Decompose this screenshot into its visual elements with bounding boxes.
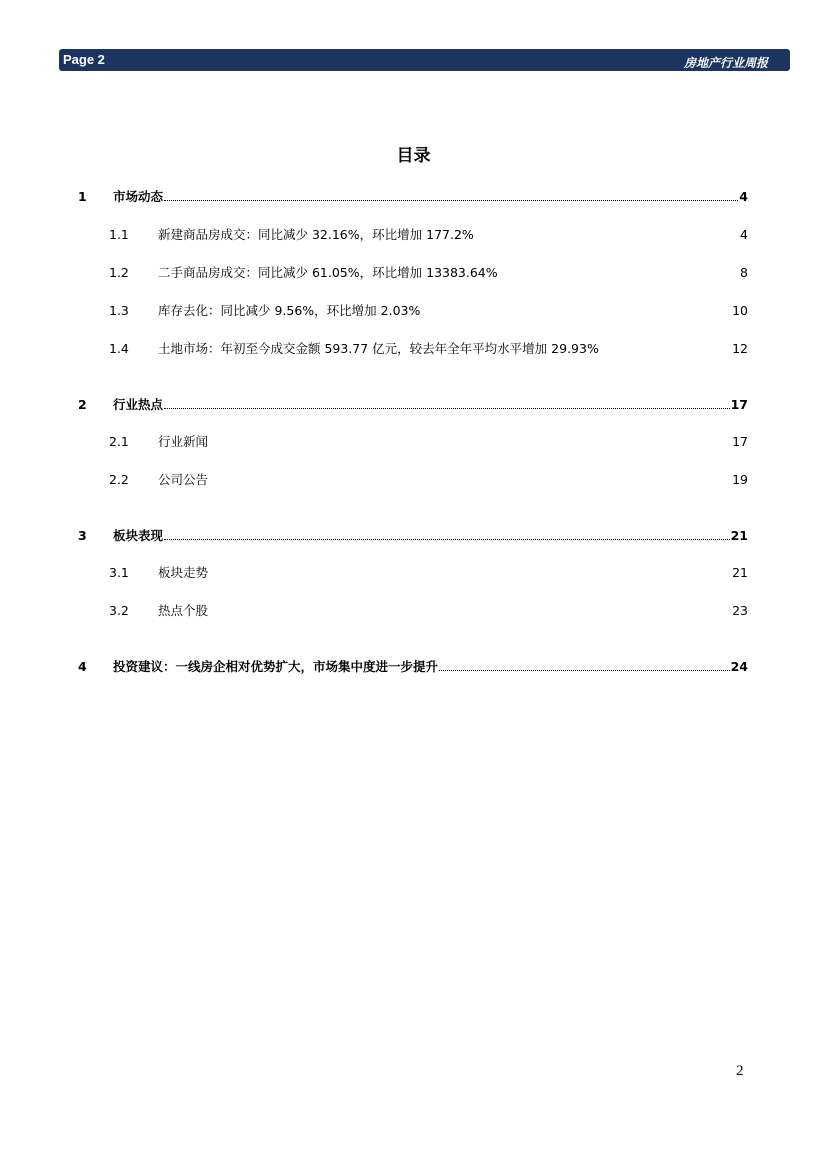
toc-entry-number: 2.1 [109,434,129,449]
header-report-name: 房地产行业周报 [683,56,768,70]
toc-entry-2-2[interactable] [78,471,748,489]
header-page-label: Page 2 [63,52,105,67]
toc-entry-label: 公司公告 [158,472,209,487]
toc-entry-page: 17 [732,434,748,449]
toc-entry-2-1[interactable] [78,433,748,451]
footer-page-number: 2 [736,1063,744,1079]
toc-dot-leader [164,199,738,201]
toc-entry-page: 4 [740,227,748,242]
toc-entry-label: 土地市场：年初至今成交金额 593.77 亿元，较去年全年平均水平增加 29.93% [158,341,599,356]
toc-entry-label: 热点个股 [158,603,209,618]
toc-dot-leader [164,538,730,540]
toc-entry-label: 板块走势 [158,565,209,580]
toc-entry-number: 3 [78,528,87,543]
toc-entry-label: 库存去化：同比减少 9.56%，环比增加 2.03% [158,303,421,318]
toc-entry-number: 3.2 [109,603,129,618]
toc-entry-3[interactable] [78,527,748,545]
toc-entry-label: 市场动态 [113,189,164,204]
toc-entry-page: 21 [730,528,748,543]
toc-entry-label: 新建商品房成交：同比减少 32.16%，环比增加 177.2% [158,227,474,242]
toc-entry-1-3[interactable] [78,302,748,320]
toc-entry-1[interactable] [78,188,748,206]
toc-dot-leader [439,669,730,671]
toc-dot-leader [164,407,730,409]
toc-entry-page: 19 [732,472,748,487]
toc-entry-page: 23 [732,603,748,618]
toc-entry-number: 1.3 [109,303,129,318]
toc-entry-4[interactable] [78,658,748,676]
toc-entry-number: 3.1 [109,565,129,580]
toc-title: 目录 [396,146,431,166]
toc-entry-number: 2 [78,397,87,412]
toc-entry-1-1[interactable] [78,226,748,244]
toc-entry-number: 1.2 [109,265,129,280]
toc-entry-label: 二手商品房成交：同比减少 61.05%，环比增加 13383.64% [158,265,498,280]
toc-entry-3-1[interactable] [78,564,748,582]
page-header-bar [59,49,790,71]
toc-entry-page: 17 [730,397,748,412]
toc-entry-label: 行业新闻 [158,434,209,449]
toc-entry-2[interactable] [78,396,748,414]
toc-entry-page: 21 [732,565,748,580]
toc-entry-label: 行业热点 [113,397,164,412]
toc-entry-number: 1.4 [109,341,129,356]
toc-entry-label: 投资建议：一线房企相对优势扩大，市场集中度进一步提升 [113,659,439,674]
toc-entry-page: 12 [732,341,748,356]
toc-entry-page: 10 [732,303,748,318]
toc-entry-3-2[interactable] [78,602,748,620]
toc-entry-number: 1.1 [109,227,129,242]
toc-entry-page: 4 [739,189,748,204]
toc-entry-page: 24 [730,659,748,674]
toc-entry-label: 板块表现 [113,528,164,543]
toc-entry-1-4[interactable] [78,340,748,358]
toc-entry-1-2[interactable] [78,264,748,282]
toc-entry-number: 4 [78,659,87,674]
toc-entry-number: 1 [78,189,87,204]
toc-entry-page: 8 [740,265,748,280]
toc-entry-number: 2.2 [109,472,129,487]
